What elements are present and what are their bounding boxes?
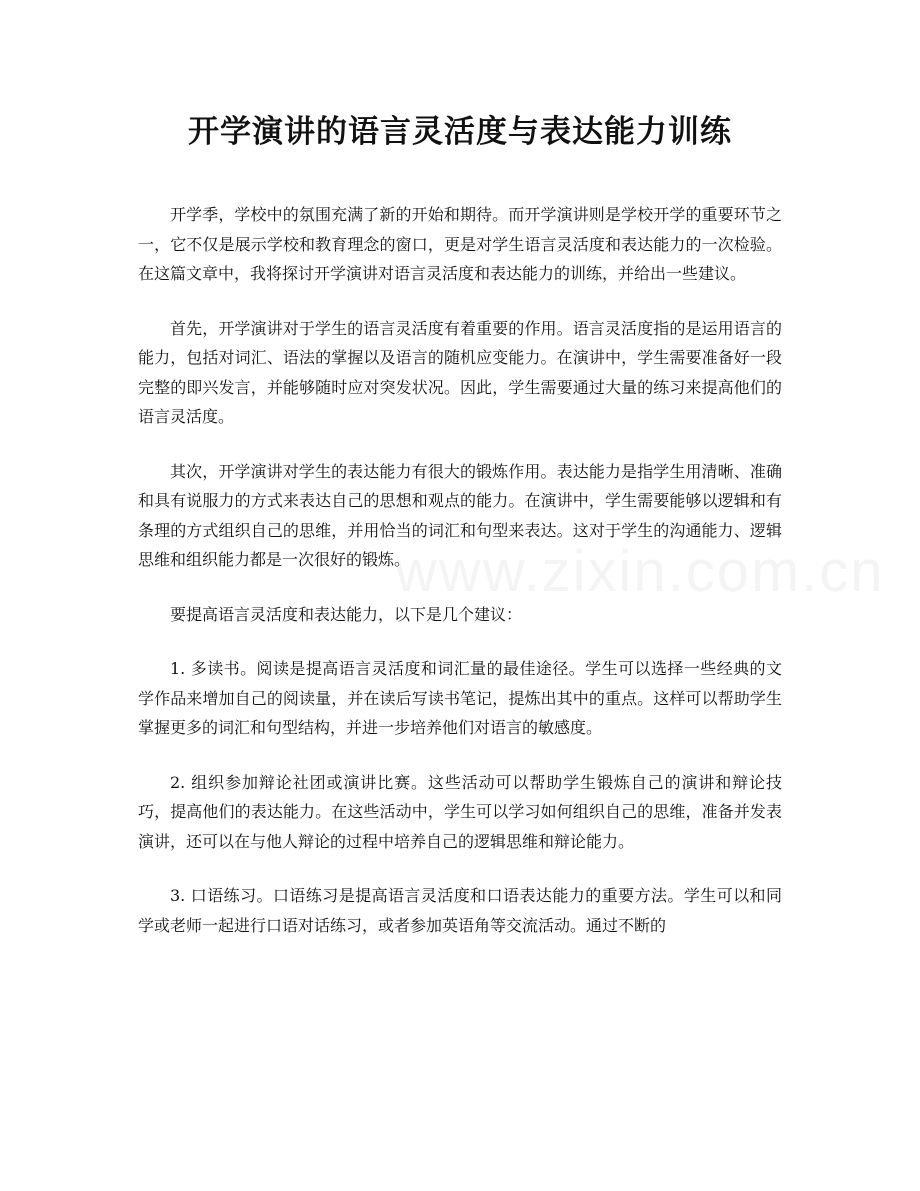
paragraph-suggestion-3: 3. 口语练习。口语练习是提高语言灵活度和口语表达能力的重要方法。学生可以和同学或老师一起进行口语对话练习，或者参加英语角等交流活动。通过不断的 xyxy=(138,886,782,935)
paragraph-suggestion-2: 2. 组织参加辩论社团或演讲比赛。这些活动可以帮助学生锻炼自己的演讲和辩论技巧，提高他们的表达能力。在这些活动中，学生可以学习如何组织自己的思维，准备并发表演讲，还可以在与他人辩论的过程中培养自己的逻辑思维和辩论能力。 xyxy=(138,772,782,851)
watermark-text: www.zixin.com.cn xyxy=(395,539,885,604)
paragraph-expression-ability: 其次，开学演讲对学生的表达能力有很大的锻炼作用。表达能力是指学生用清晰、准确和具有说服力的方式来表达自己的思想和观点的能力。在演讲中，学生需要能够以逻辑和有条理的方式组织自己的思维，并用恰当的词汇和句型来表达。这对于学生的沟通能力、逻辑思维和组织能力都是一次很好的锻炼。 xyxy=(138,461,782,569)
document-title: 开学演讲的语言灵活度与表达能力训练 xyxy=(188,114,732,150)
paragraph-intro: 开学季，学校中的氛围充满了新的开始和期待。而开学演讲则是学校开学的重要环节之一，它不仅是展示学校和教育理念的窗口，更是对学生语言灵活度和表达能力的一次检验。在这篇文章中，我将探讨开学演讲对语言灵活度和表达能力的训练，并给出一些建议。 xyxy=(138,205,782,283)
paragraph-suggestion-1: 1. 多读书。阅读是提高语言灵活度和词汇量的最佳途径。学生可以选择一些经典的文学作品来增加自己的阅读量，并在读后写读书笔记，提炼出其中的重点。这样可以帮助学生掌握更多的词汇和句型结构，并进一步培养他们对语言的敏感度。 xyxy=(138,659,782,737)
paragraph-suggestions-intro: 要提高语言灵活度和表达能力，以下是几个建议： xyxy=(170,604,523,624)
paragraph-language-flexibility: 首先，开学演讲对于学生的语言灵活度有着重要的作用。语言灵活度指的是运用语言的能力，包括对词汇、语法的掌握以及语言的随机应变能力。在演讲中，学生需要准备好一段完整的即兴发言，并能够随时应对突发状况。因此，学生需要通过大量的练习来提高他们的语言灵活度。 xyxy=(138,318,782,426)
